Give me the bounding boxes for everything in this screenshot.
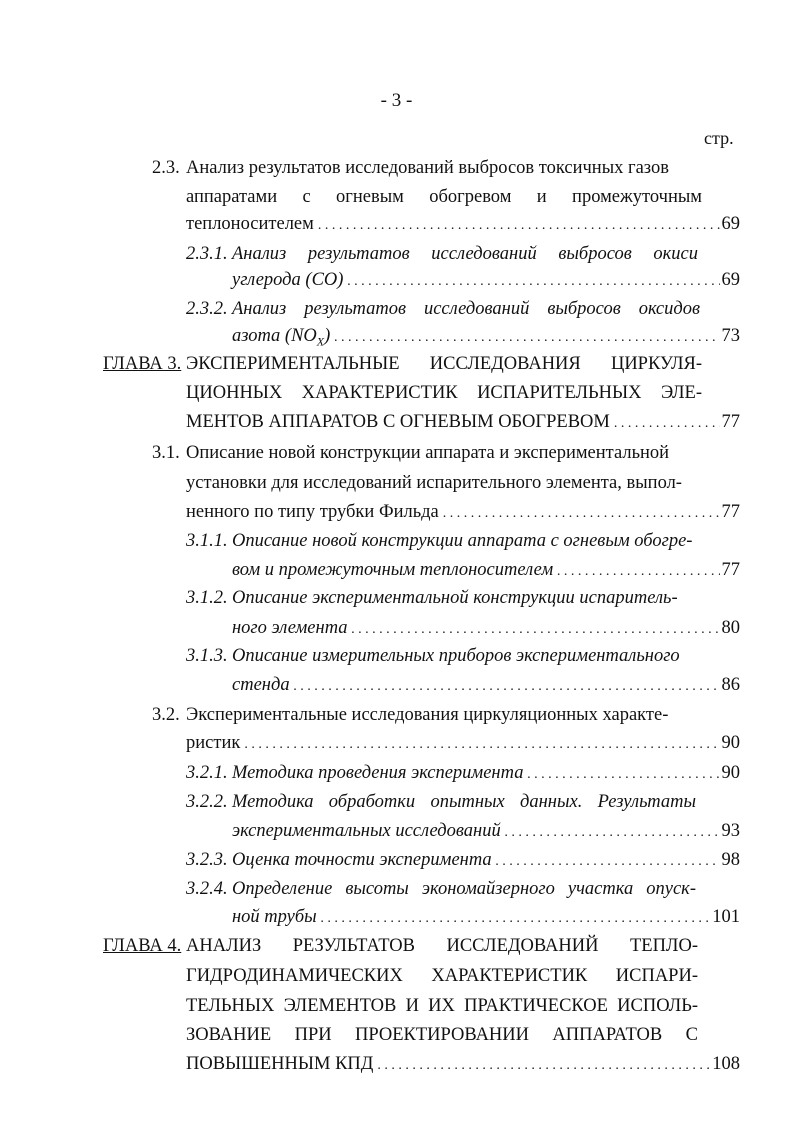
page-ref: 86 [721, 675, 740, 695]
dot-leader [347, 274, 719, 290]
entry-title-line: ТЕЛЬНЫХ ЭЛЕМЕНТОВ И ИХ ПРАКТИЧЕСКОЕ ИСПОЛЬ- [186, 996, 698, 1016]
dot-leader [244, 737, 719, 753]
entry-leader-line [232, 270, 740, 291]
entry-title-line: азота $(NO_X)$ [232, 326, 331, 349]
entry-number: 3.1. [152, 443, 180, 463]
page-ref: 73 [721, 326, 740, 346]
entry-title-line: установки для исследований испарительного элемента, выпол- [186, 473, 682, 493]
entry-leader-line [186, 214, 740, 235]
entry-leader-line [232, 907, 740, 928]
entry-title-line: Описание новой конструкции аппарата с огневым обогре- [232, 531, 693, 551]
page-ref: 69 [721, 214, 740, 234]
entry-number: 3.2.1. [186, 763, 228, 783]
entry-leader-line [186, 733, 740, 754]
entry-number: 3.2.3. [186, 850, 228, 870]
dot-leader [334, 330, 719, 346]
entry-number: 3.2.2. [186, 792, 228, 812]
entry-title-line: Определение высоты экономайзерного участка опуск- [232, 879, 696, 899]
entry-title-line: МЕНТОВ АППАРАТОВ С ОГНЕВЫМ ОБОГРЕВОМ [186, 412, 610, 432]
page-ref: 108 [712, 1054, 740, 1074]
chapter-label: ГЛАВА 3. [103, 354, 182, 374]
entry-title-line: теплоносителем [186, 214, 314, 234]
entry-title-line: АНАЛИЗ РЕЗУЛЬТАТОВ ИССЛЕДОВАНИЙ ТЕПЛО- [186, 936, 698, 956]
entry-title-line: вом и промежуточным теплоносителем [232, 560, 554, 580]
entry-leader-line [232, 618, 740, 639]
page-ref: 77 [721, 560, 740, 580]
entry-leader-line [186, 412, 740, 433]
entry-number: 3.1.3. [186, 646, 228, 666]
entry-number: 3.1.2. [186, 588, 228, 608]
page-ref: 77 [721, 412, 740, 432]
entry-leader-line [232, 763, 740, 784]
dot-leader [318, 218, 720, 234]
dot-leader [557, 564, 719, 580]
entry-title-line: ГИДРОДИНАМИЧЕСКИХ ХАРАКТЕРИСТИК ИСПАРИ- [186, 966, 698, 986]
entry-number: 3.1.1. [186, 531, 228, 551]
dot-leader [377, 1058, 710, 1074]
entry-number: 3.2. [152, 705, 180, 725]
entry-number: 2.3.2. [186, 299, 228, 319]
entry-title-line: Методика проведения эксперимента [232, 763, 524, 783]
entry-number: 3.2.4. [186, 879, 228, 899]
entry-title-line: ЭКСПЕРИМЕНТАЛЬНЫЕ ИССЛЕДОВАНИЯ ЦИРКУЛЯ- [186, 354, 702, 374]
entry-leader-line [232, 675, 740, 696]
dot-leader [527, 767, 719, 783]
page-ref: 69 [721, 270, 740, 290]
entry-leader-line [232, 850, 740, 871]
entry-title-line: ПОВЫШЕННЫМ КПД [186, 1054, 374, 1074]
entry-leader-line [186, 502, 740, 523]
entry-title-line: Методика обработки опытных данных. Результаты [232, 792, 696, 812]
page-ref: 93 [721, 821, 740, 841]
entry-title-line: ЦИОННЫХ ХАРАКТЕРИСТИК ИСПАРИТЕЛЬНЫХ ЭЛЕ- [186, 383, 702, 403]
entry-title-line: Экспериментальные исследования циркуляционных характе- [186, 705, 669, 725]
page-number: - 3 - [380, 90, 413, 111]
dot-leader [443, 506, 720, 522]
page-column-label: стр. [704, 128, 734, 148]
entry-leader-line [232, 821, 740, 842]
entry-number: 2.3. [152, 158, 180, 178]
entry-title-line: Оценка точности эксперимента [232, 850, 492, 870]
dot-leader [496, 854, 720, 870]
entry-title-line: ненного по типу трубки Фильда [186, 502, 439, 522]
entry-title-line: аппаратами с огневым обогревом и промежуточным [186, 187, 702, 207]
page-ref: 77 [721, 502, 740, 522]
entry-title-line: ристик [186, 733, 241, 753]
entry-title-line: ного элемента [232, 618, 348, 638]
entry-title-line: экспериментальных исследований [232, 821, 501, 841]
entry-leader-line [186, 1054, 740, 1075]
entry-title-line: ЗОВАНИЕ ПРИ ПРОЕКТИРОВАНИИ АППАРАТОВ С [186, 1025, 698, 1045]
entry-title-line: Описание новой конструкции аппарата и экспериментальной [186, 443, 670, 463]
page-ref: 90 [721, 733, 740, 753]
dot-leader [614, 416, 720, 432]
entry-leader-line [232, 326, 740, 350]
dot-leader [321, 911, 711, 927]
page-ref: 80 [721, 618, 740, 638]
page-ref: 90 [721, 763, 740, 783]
dot-leader [505, 825, 720, 841]
entry-title-line: стенда [232, 675, 290, 695]
entry-title-line: Описание экспериментальной конструкции испаритель- [232, 588, 678, 608]
dot-leader [294, 679, 720, 695]
page-ref: 98 [721, 850, 740, 870]
entry-title-line: углерода (СО) [232, 270, 344, 290]
entry-number: 2.3.1. [186, 244, 228, 264]
entry-title-line: Описание измерительных приборов экспериментального [232, 646, 680, 666]
chapter-label: ГЛАВА 4. [103, 936, 182, 956]
dot-leader [352, 622, 720, 638]
entry-title-line: ной трубы [232, 907, 317, 927]
entry-title-line: Анализ результатов исследований выбросов окиси [232, 244, 698, 264]
page-ref: 101 [712, 907, 740, 927]
entry-title-line: Анализ результатов исследований выбросов токсичных газов [186, 158, 669, 178]
entry-title-line: Анализ результатов исследований выбросов оксидов [232, 299, 700, 319]
entry-leader-line [232, 560, 740, 581]
